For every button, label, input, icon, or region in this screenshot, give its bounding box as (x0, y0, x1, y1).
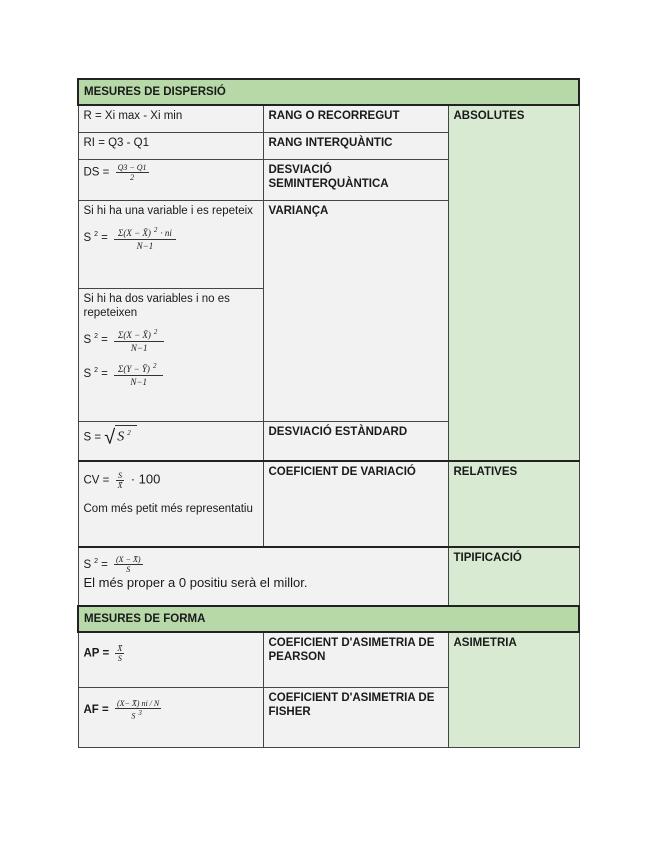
variance-x-fraction (114, 326, 164, 354)
variance-single-lhs: S (83, 231, 92, 244)
cv-tail: · 100 (130, 471, 161, 487)
section-title-dispersion: MESURES DE DISPERSIÓ (78, 79, 579, 105)
fisher-den-exp: 3 (138, 708, 142, 717)
variance-x-lhs: S (83, 333, 92, 346)
semi-interquartile-name: DESVIACIÓ SEMINTERQUÀNTICA (263, 159, 448, 200)
pearson-numerator: X̄ (117, 644, 123, 653)
interquartile-name: RANG INTERQUÀNTIC (263, 132, 448, 159)
stddev-radicand-base: S (117, 429, 125, 445)
sqrt-icon: √ (104, 426, 116, 449)
variance-y-numerator: Σ(Y − Ȳ) (118, 363, 150, 374)
cv-name: COEFICIENT DE VARIACIÓ (263, 461, 448, 547)
variance-y-eq: = (101, 367, 108, 380)
variance-single-fraction (114, 224, 176, 252)
typification-note: El més proper a 0 positiu serà el millor. (83, 575, 308, 591)
range-formula: R = Xi max - Xi min (78, 105, 263, 132)
variance-single-denominator: N−1 (136, 240, 154, 251)
variance-double-formula-x (84, 326, 258, 354)
category-relatives: RELATIVES (448, 461, 579, 547)
stddev-radicand (115, 425, 137, 445)
cv-note: Com més petit més representatiu (83, 503, 253, 515)
cv-lhs: CV = (83, 474, 110, 487)
typification-formula (84, 555, 443, 574)
fisher-numerator: (X− X̄) ni / N (116, 698, 160, 708)
stddev-radicand-exp: 2 (127, 428, 131, 437)
typ-lhs: S (83, 558, 92, 571)
variance-single-text: Si hi ha una variable i es repeteix (83, 204, 253, 217)
variance-x-denominator: N−1 (130, 342, 148, 353)
range-name: RANG O RECORREGUT (263, 105, 448, 132)
semi-fraction (116, 163, 149, 182)
fisher-name: COEFICIENT D'ASIMETRIA DE FISHER (263, 687, 448, 747)
variance-y-num-exp: 2 (152, 361, 157, 370)
typ-eq: = (101, 558, 108, 571)
cv-cell (78, 461, 263, 547)
fisher-denominator: S (131, 711, 136, 721)
variance-y-exp: 2 (94, 366, 99, 374)
typ-exp: 2 (94, 558, 99, 565)
variance-name: VARIANÇA (263, 200, 448, 421)
variance-single-numerator: Σ(X − X̄) (118, 227, 151, 238)
pearson-lhs: AP = (83, 647, 110, 660)
typ-numerator: (X − X̄) (116, 555, 141, 565)
variance-y-fraction (114, 360, 163, 388)
variance-x-numerator: Σ(X − X̄) (118, 329, 151, 340)
dispersion-table (77, 78, 580, 748)
variance-single-cell (78, 200, 263, 288)
variance-double-text: Si hi ha dos variables i no es repeteixen (83, 292, 230, 319)
variance-single-num-tail: · ni (160, 227, 172, 238)
category-absolutes: ABSOLUTES (448, 105, 579, 461)
variance-single-eq: = (101, 231, 108, 244)
typ-denominator: S (126, 565, 131, 575)
variance-single-num-exp: 2 (153, 225, 158, 234)
cv-denominator: X̄ (117, 481, 123, 490)
variance-single-formula (84, 224, 258, 252)
stddev-formula (78, 421, 263, 461)
variance-y-denominator: N−1 (130, 376, 147, 387)
semi-denominator: 2 (130, 172, 135, 182)
section-title-shape: MESURES DE FORMA (78, 606, 579, 632)
variance-x-exp: 2 (94, 332, 99, 340)
cv-formula (84, 471, 258, 490)
statistics-summary-sheet (77, 78, 578, 748)
fisher-formula (78, 687, 263, 747)
variance-double-formula-y (84, 360, 258, 388)
pearson-name: COEFICIENT D'ASIMETRIA DE PEARSON (263, 632, 448, 687)
variance-double-cell (78, 288, 263, 421)
fisher-fraction (115, 699, 161, 721)
variance-single-exp: 2 (94, 230, 99, 238)
stddev-lhs: S = (83, 431, 102, 444)
semi-numerator: Q3 − Q1 (117, 162, 147, 172)
pearson-fraction (115, 644, 124, 663)
variance-x-eq: = (101, 333, 108, 346)
cv-fraction (116, 471, 125, 490)
stddev-name: DESVIACIÓ ESTÀNDARD (263, 421, 448, 461)
semi-interquartile-formula (78, 159, 263, 200)
variance-y-lhs: S (83, 367, 92, 380)
typ-fraction (114, 555, 143, 574)
interquartile-formula: RI = Q3 - Q1 (78, 132, 263, 159)
fisher-lhs: AF = (83, 703, 109, 716)
category-asymmetry: ASIMETRIA (448, 632, 579, 747)
variance-x-num-exp: 2 (153, 327, 158, 336)
semi-lhs: DS = (83, 166, 110, 179)
typification-cell (78, 547, 448, 606)
pearson-formula (78, 632, 263, 687)
pearson-denominator: S (117, 654, 122, 663)
category-typification: TIPIFICACIÓ (448, 547, 579, 606)
cv-numerator: S (118, 471, 123, 480)
